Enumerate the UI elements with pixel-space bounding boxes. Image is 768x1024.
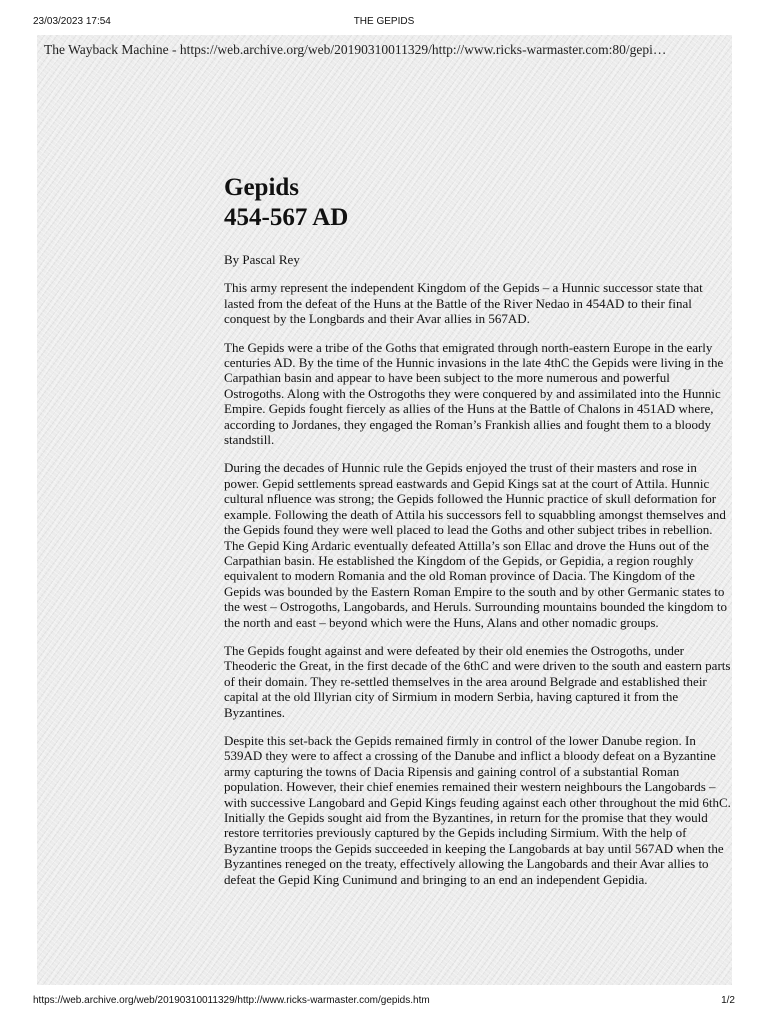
print-title: THE GEPIDS [353, 16, 415, 27]
article-title-dates: 454-567 AD [224, 204, 349, 231]
print-header [33, 16, 735, 30]
wayback-banner: The Wayback Machine - https://web.archive.org/web/20190310011329/http://www.ricks-warmaster.com:80/gepi… [44, 42, 667, 57]
article-author: By Pascal Rey [224, 252, 300, 267]
paper-background [37, 35, 732, 985]
page-number: 1/2 [721, 995, 735, 1006]
article-paragraph: The Gepids were a tribe of the Goths that emigrated through north-eastern Europe in the early centuries AD. By the time of the Hunnic invasions in the late 4thC the Gepids were living in the Carpathian basin and appear to have been subject to the more numerous and powerful Ostrogoths. Along with the Ostrogoths they were conquered by and assimilated into the Hunnic Empire. Gepids fought fiercely as allies of the Huns at the Battle of Chalons in 451AD where, according to Jordanes, they engaged the Roman’s Frankish allies and fought them to a bloody standstill. [224, 339, 724, 448]
print-footer [33, 995, 735, 1009]
article-paragraph: During the decades of Hunnic rule the Gepids enjoyed the trust of their masters and rose in power. Gepid settlements spread eastwards and Gepid Kings sat at the court of Attila. Hunnic cultural nfluence was strong; the Gepids followed the Hunnic practice of skull deformation for example. Following the death of Attila his successors fell to squabbling amongst themselves and the Gepids found they were well placed to lead the Goths and other subject tribes in rebellion. The Gepid King Ardaric eventually defeated Attilla’s son Ellac and drove the Huns out of the Carpathian basin. He established the Kingdom of the Gepids, or Gepidia, a region roughly equivalent to modern Romania and the old Roman province of Dacia. The Kingdom of the Gepids was bounded by the Eastern Roman Empire to the south and by other Germanic states to the west – Ostrogoths, Langobards, and Heruls. Surrounding mountains bounded the kingdom to the north and east – beyond which were the Huns, Alans and other nomadic groups. [224, 460, 727, 630]
article-title [224, 173, 732, 233]
article-title-name: Gepids [224, 174, 300, 201]
article-paragraph: The Gepids fought against and were defeated by their old enemies the Ostrogoths, under Theoderic the Great, in the first decade of the 6thC and were driven to the south and eastern parts of their domain. They re-settled themselves in the area around Belgrade and established their capital at the old Illyrian city of Sirmium in modern Serbia, having captured it from the Byzantines. [224, 642, 731, 720]
article-paragraph: Despite this set-back the Gepids remained firmly in control of the lower Danube region. In 539AD they were to affect a crossing of the Danube and inflict a bloody defeat on a Byzantine army capturing the towns of Dacia Ripensis and gaining control of a substantial Roman population. However, their chief enemies remained their western neighbours the Langobards – with successive Langobard and Gepid Kings feuding against each other throughout the mid 6thC. Initially the Gepids sought aid from the Byzantines, in return for the promise that they would restore territories previously captured by the Gepids including Sirmium. With the help of Byzantine troops the Gepids succeeded in keeping the Langobards at bay until 567AD when the Byzantines reneged on the treaty, effectively allowing the Langobards and their Avar allies to defeat the Gepid King Cunimund and bringing to an end an independent Gepidia. [224, 732, 731, 887]
print-url: https://web.archive.org/web/20190310011329/http://www.ricks-warmaster.com/gepids.htm [33, 995, 430, 1006]
article [224, 173, 732, 887]
article-paragraph: This army represent the independent Kingdom of the Gepids – a Hunnic successor state that lasted from the defeat of the Huns at the Battle of the River Nedao in 454AD to their final conquest by the Longbards and their Avar allies in 567AD. [224, 280, 703, 327]
print-date: 23/03/2023 17:54 [33, 16, 111, 27]
